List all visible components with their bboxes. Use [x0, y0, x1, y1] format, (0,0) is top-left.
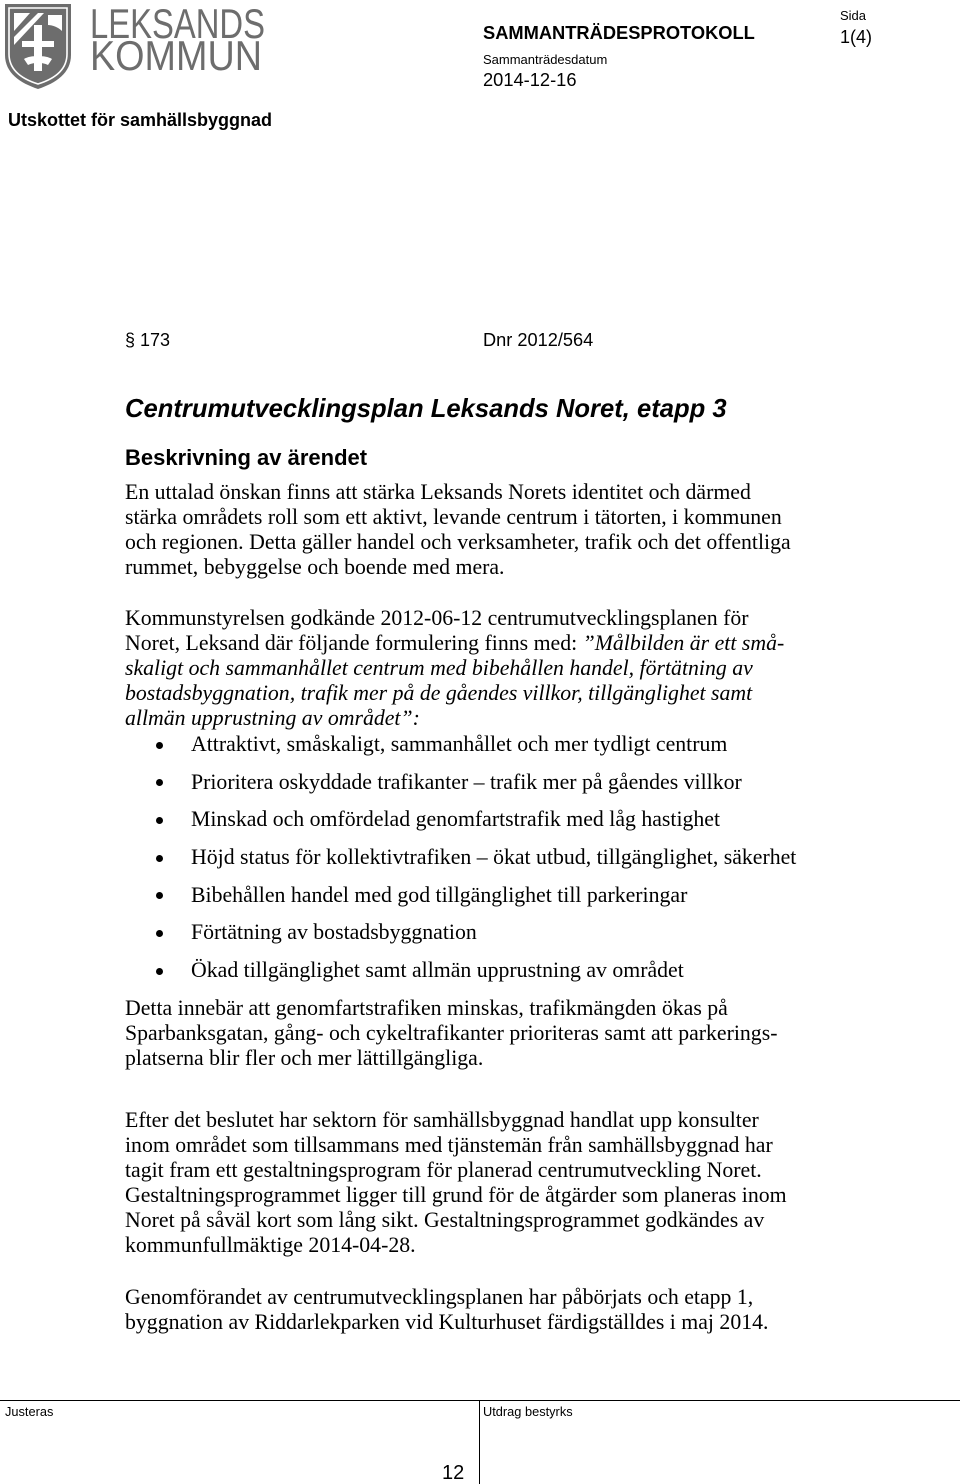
text-run: Noret, Leksand där följande formulering finns med:	[125, 631, 583, 655]
text-line: stärka områdets roll som ett aktivt, levande centrum i tätorten, i kommunen	[125, 505, 782, 529]
paragraph-5	[125, 1285, 768, 1335]
bullet-dot-icon	[156, 968, 163, 975]
text-line: Efter det beslutet har sektorn för samhällsbyggnad handlat upp konsulter	[125, 1108, 759, 1132]
meeting-date: 2014-12-16	[483, 69, 577, 90]
text-line: Noret på såväl kort som lång sikt. Gestaltningsprogrammet godkändes av	[125, 1208, 765, 1232]
coat-of-arms-icon	[2, 1, 74, 91]
list-item-text: Prioritera oskyddade trafikanter – trafik mer på gåendes villkor	[191, 769, 742, 794]
text-line: Genomförandet av centrumutvecklingsplanen har påbörjats och etapp 1,	[125, 1285, 754, 1309]
text-line: platserna blir fler och mer lättillgängliga.	[125, 1046, 484, 1070]
paragraph-number: § 173	[125, 330, 171, 350]
text-line: byggnation av Riddarlekparken vid Kulturhuset färdigställdes i maj 2014.	[125, 1310, 769, 1334]
text-line	[125, 631, 784, 656]
committee-name: Utskottet för samhällsbyggnad	[8, 110, 273, 130]
municipality-wordmark	[88, 2, 270, 76]
page-number: 12	[442, 1462, 465, 1484]
page-count: 1(4)	[840, 27, 873, 47]
quoted-goal-text: skaligt och sammanhållet centrum med bibehållen handel, förtätning av	[125, 656, 753, 680]
text-line: rummet, bebyggelse och boende med mera.	[125, 555, 505, 579]
bullet-dot-icon	[156, 892, 163, 899]
list-item	[125, 764, 796, 802]
paragraph-2	[125, 606, 784, 731]
quoted-goal-text: allmän upprustning av området”:	[125, 706, 420, 730]
text-line: En uttalad önskan finns att stärka Leksands Norets identitet och därmed	[125, 480, 751, 504]
text-line: och regionen. Detta gäller handel och verksamheter, trafik och det offentliga	[125, 530, 791, 554]
text-line: inom området som tillsammans med tjänstemän från samhällsbyggnad har	[125, 1133, 773, 1157]
list-item-text: Förtätning av bostadsbyggnation	[191, 920, 477, 945]
quoted-goal-text: bostadsbyggnation, trafik mer på de gåendes villkor, tillgänglighet samt	[125, 681, 753, 705]
case-number: Dnr 2012/564	[483, 330, 594, 350]
text-line: Sparbanksgatan, gång- och cykeltrafikanter prioriteras samt att parkerings-	[125, 1021, 778, 1045]
text-line: Detta innebär att genomfartstrafiken minskas, trafikmängden ökas på	[125, 996, 728, 1020]
extract-certified-label: Utdrag bestyrks	[483, 1404, 573, 1419]
bullet-dot-icon	[156, 930, 163, 937]
bullet-dot-icon	[156, 742, 163, 749]
paragraph-4	[125, 1108, 787, 1258]
list-item-text: Minskad och omfördelad genomfartstrafik med låg hastighet	[191, 807, 721, 832]
list-item	[125, 914, 796, 952]
paragraph-1	[125, 480, 791, 580]
list-item	[125, 726, 796, 764]
verified-by-label: Justeras	[5, 1404, 54, 1419]
section-heading: Beskrivning av ärendet	[125, 445, 368, 470]
list-item	[125, 839, 796, 877]
list-item	[125, 801, 796, 839]
list-item-text: Ökad tillgänglighet samt allmän upprustning av området	[191, 958, 684, 983]
text-line: kommunfullmäktige 2014-04-28.	[125, 1233, 416, 1257]
list-item	[125, 952, 796, 990]
list-item-text: Attraktivt, småskaligt, sammanhållet och mer tydligt centrum	[191, 732, 728, 756]
text-line	[125, 606, 784, 631]
paragraph-3	[125, 996, 777, 1071]
text-run: Kommunstyrelsen godkände 2012-06-12 centrumutvecklingsplanen för	[125, 606, 749, 630]
bullet-dot-icon	[156, 817, 163, 824]
list-item-text: Höjd status för kollektivtrafiken – ökat utbud, tillgänglighet, säkerhet	[191, 845, 797, 870]
page-label: Sida	[840, 8, 867, 23]
wordmark-line-1: LEKSANDS	[90, 2, 265, 47]
quoted-goal-text: ”Målbilden är ett små-	[582, 631, 785, 655]
footer-column-divider	[479, 1400, 480, 1484]
meeting-date-label: Sammanträdesdatum	[483, 52, 608, 67]
bullet-dot-icon	[156, 779, 163, 786]
footer-divider	[0, 1400, 960, 1401]
text-line: Gestaltningsprogrammet ligger till grund för de åtgärder som planeras inom	[125, 1183, 787, 1207]
text-line: tagit fram ett gestaltningsprogram för planerad centrumutveckling Noret.	[125, 1158, 762, 1182]
item-title: Centrumutvecklingsplan Leksands Noret, etapp 3	[125, 395, 727, 423]
document-type: SAMMANTRÄDESPROTOKOLL	[483, 22, 755, 43]
list-item-text: Bibehållen handel med god tillgänglighet till parkeringar	[191, 882, 688, 907]
wordmark-line-2: KOMMUN	[90, 32, 262, 76]
bullet-dot-icon	[156, 855, 163, 862]
list-item	[125, 877, 796, 915]
goals-list	[125, 726, 796, 990]
